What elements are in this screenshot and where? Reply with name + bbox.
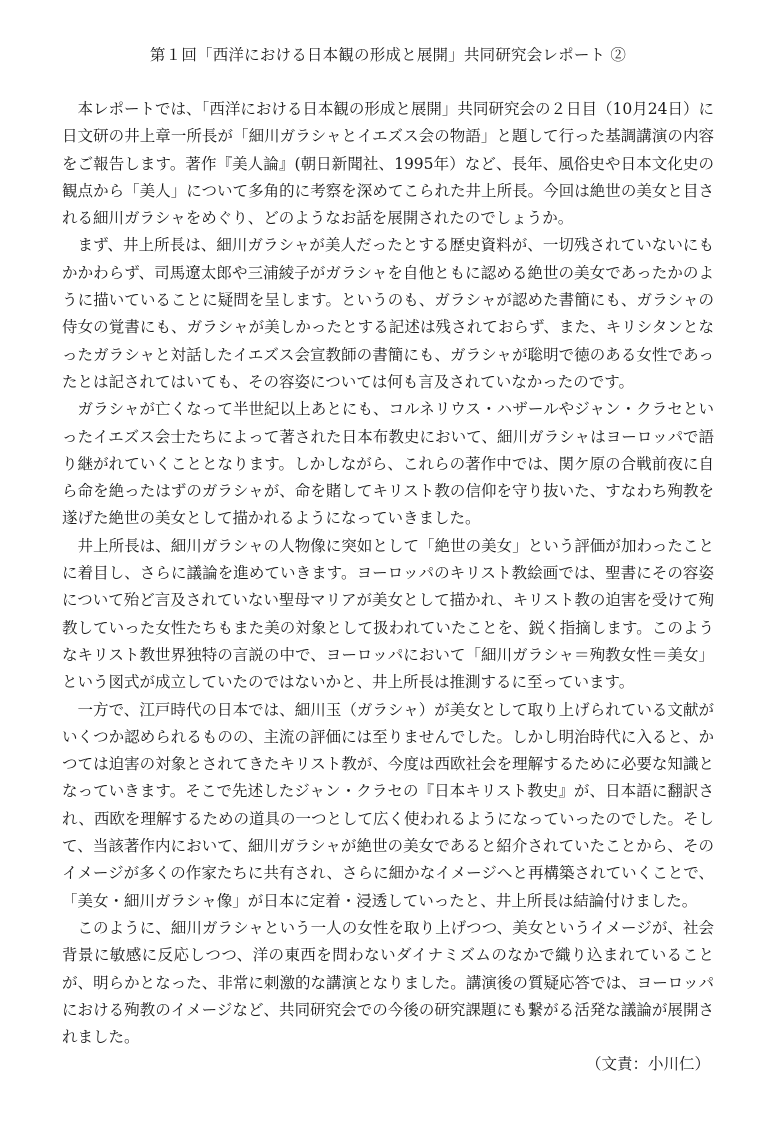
paragraph-edo-meiji: 一方で、江戸時代の日本では、細川玉（ガラシャ）が美女として取り上げられている文献がいくつか認められるものの、主流の評価には至りませんでした。しかし明治時代に入ると、かつては迫害の対象とされてきたキリスト教が、今度は西欧社会を理解するために必要な知識となっていきます。そこで先述したジャン・クラセの『日本キリスト教史』が、日本語に翻訳され、西欧を理解するための道具の一つとして広く使われるようになっていったのでした。そして、当該著作内において、細川ガラシャが絶世の美女であると紹介されていたことから、そのイメージが多くの作家たちに共有され、さらに細かなイメージへと再構築されていくことで、「美女・細川ガラシャ像」が日本に定着・浸透していったと、井上所長は結論付けました。: [62, 700, 714, 910]
report-page: [62, 42, 714, 1079]
paragraph-christian-art: 井上所長は、細川ガラシャの人物像に突如として「絶世の美女」という評価が加わったことに着目し、さらに議論を進めていきます。ヨーロッパのキリスト教絵画では、聖書にその容姿について殆ど言及されていない聖母マリアが美女として描かれ、キリスト教の迫害を受けて殉教していった女性たちもまた美の対象として扱われていたことを、鋭く指摘します。このようなキリスト教世界独特の言説の中で、ヨーロッパにおいて「細川ガラシャ＝殉教女性＝美女」という図式が成立していたのではないかと、井上所長は推測するに至っています。: [62, 536, 714, 692]
paragraph-jesuit-history: ガラシャが亡くなって半世紀以上あとにも、コルネリウス・ハザールやジャン・クラセといったイエズス会士たちによって著された日本布教史において、細川ガラシャはヨーロッパで語り継がれていくこととなります。しかしながら、これらの著作中では、関ケ原の合戦前夜に自ら命を絶ったはずのガラシャが、命を賭してキリスト教の信仰を守り抜いた、すなわち殉教を遂げた絶世の美女として描かれるようになっていきました。: [62, 400, 714, 528]
report-body: [62, 96, 714, 1051]
author-credit: （文責：小川仁）: [585, 1055, 710, 1074]
paragraph-conclusion: このように、細川ガラシャという一人の女性を取り上げつつ、美女というイメージが、社会背景に敏感に反応しつつ、洋の東西を問わないダイナミズムのなかで織り込まれていることが、明らかとなった、非常に刺激的な講演となりました。講演後の質疑応答では、ヨーロッパにおける殉教のイメージなど、共同研究会での今後の研究課題にも繋がる活発な議論が展開されました。: [62, 918, 714, 1047]
report-title: 第１回「西洋における日本観の形成と展開」共同研究会レポート ②: [149, 46, 627, 64]
paragraph-historical-sources: まず、井上所長は、細川ガラシャが美人だったとする歴史資料が、一切残されていないにもかかわらず、司馬遼太郎や三浦綾子がガラシャを自他ともに認める絶世の美女であったかのように描いていることに疑問を呈します。というのも、ガラシャが認めた書簡にも、ガラシャの侍女の覚書にも、ガラシャが美しかったとする記述は残されておらず、また、キリシタンとなったガラシャと対話したイエズス会宣教師の書簡にも、ガラシャが聡明で徳のある女性であったとは記されてはいても、その容姿については何も言及されていなかったのです。: [62, 236, 714, 391]
paragraph-intro: 本レポートでは、「西洋における日本観の形成と展開」共同研究会の２日目（10月24日）に日文研の井上章一所長が「細川ガラシャとイエズス会の物語」と題して行った基調講演の内容をご報告します。著作『美人論』(朝日新聞社、1995年）など、長年、風俗史や日本文化史の観点から「美人」について多角的に考察を深めてこられた井上所長。今回は絶世の美女と目される細川ガラシャをめぐり、どのようなお話を展開されたのでしょうか。: [62, 100, 714, 228]
